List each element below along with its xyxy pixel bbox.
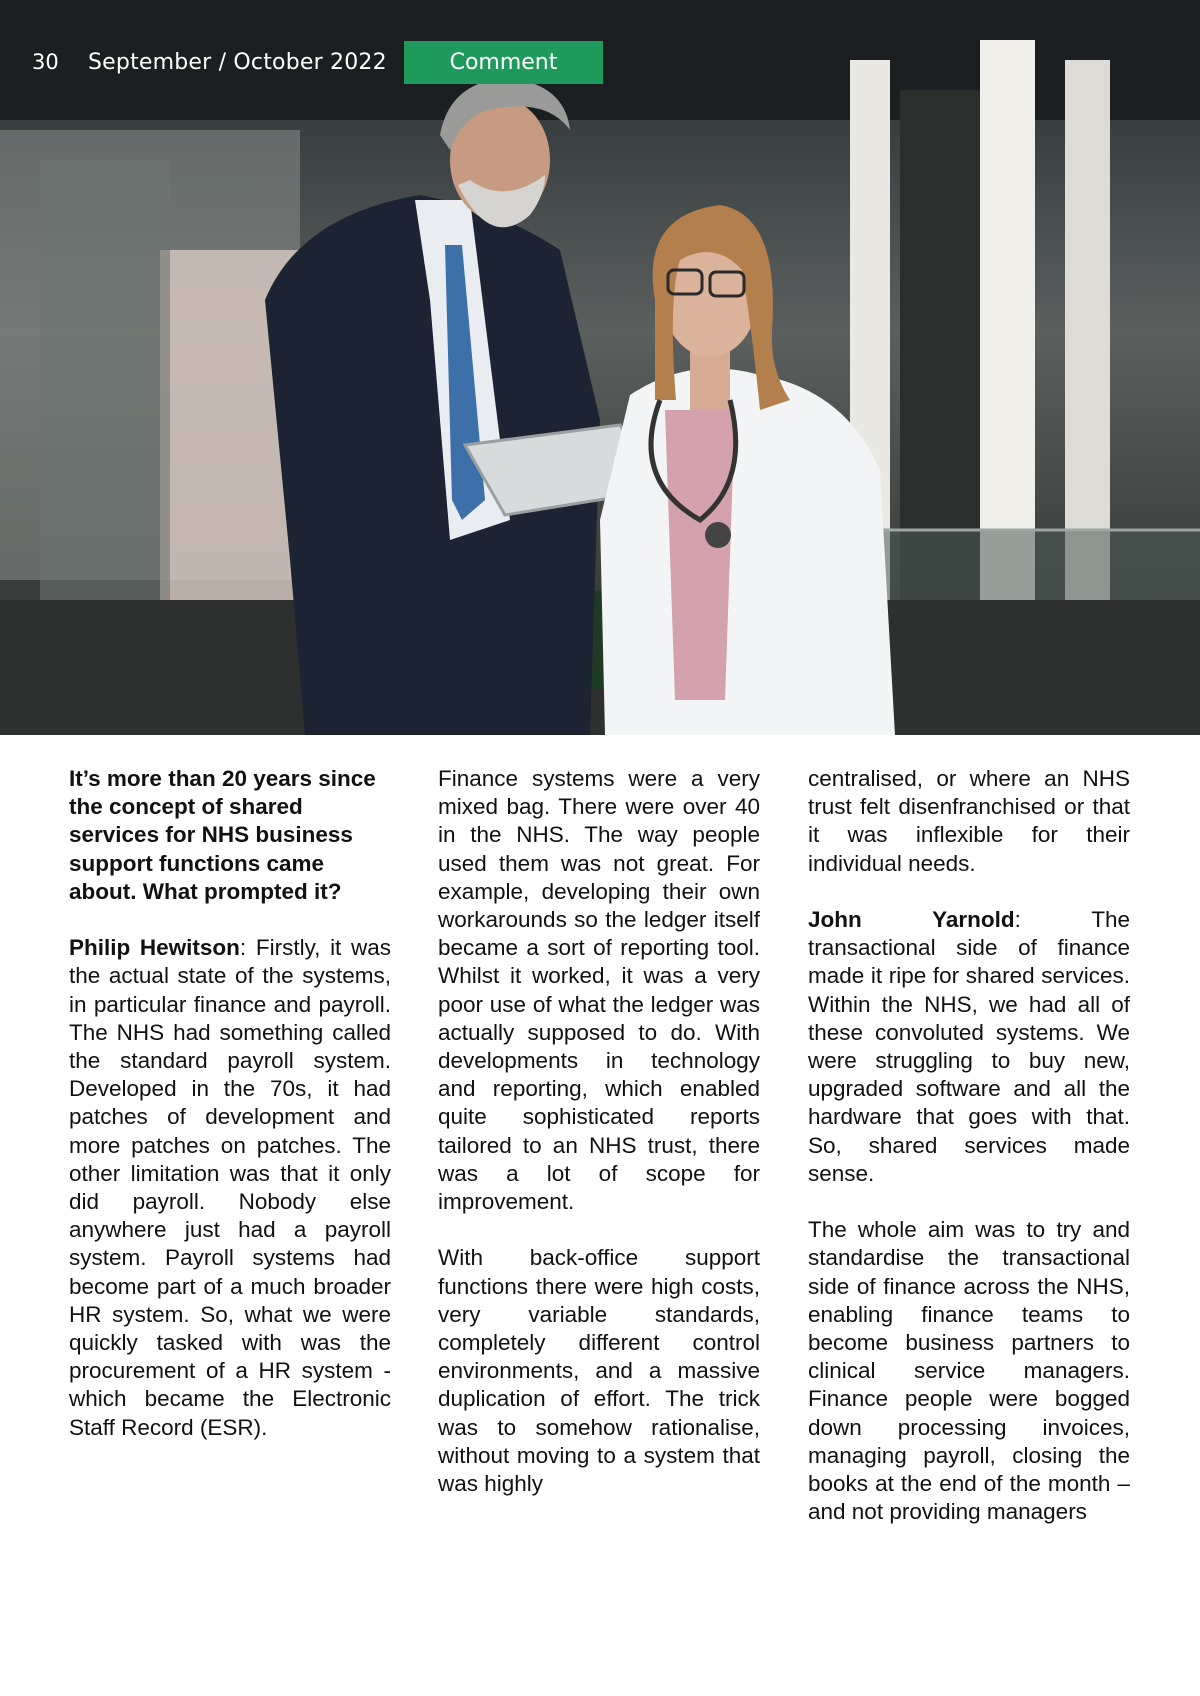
body-paragraph: centralised, or where an NHS trust felt disenfranchised or that it was inflexible for their individual needs. — [808, 766, 1130, 876]
issue-date: September / October 2022 — [88, 50, 387, 75]
page-number: 30 — [32, 50, 59, 74]
answer-paragraph — [69, 934, 391, 1442]
speaker-name: John Yarnold — [808, 907, 1015, 932]
doctors-photo-illustration — [0, 0, 1200, 735]
answer-text: : The transactional side of finance made it ripe for shared services. Within the NHS, we had all of these convoluted systems. We were struggling to buy new, upgraded software and all the hardware that goes with that. So, shared services made sense. — [808, 907, 1130, 1186]
speaker-name: Philip Hewitson — [69, 935, 240, 961]
body-paragraph: The whole aim was to try and standardise the transactional side of finance across the NHS, enabling finance teams to become business partners to clinical service managers. Finance people were bogged down processing invoices, managing payroll, closing the books at the end of the month – and not providing managers — [808, 1217, 1130, 1525]
body-paragraph: Finance systems were a very mixed bag. There were over 40 in the NHS. The way people used them was not great. For example, developing their own workarounds so the ledger itself became a sort of reporting tool. Whilst it worked, it was a very poor use of what the ledger was actually supposed to do. With developments in technology and reporting, which enabled quite sophisticated reports tailored to an NHS trust, there was a lot of scope for improvement. — [438, 766, 760, 1215]
interview-question: It’s more than 20 years since the concept of shared services for NHS business support functions came about. What prompted it? — [69, 766, 376, 904]
section-tag-comment: Comment — [404, 41, 603, 84]
answer-text: : Firstly, it was the actual state of the systems, in particular finance and payroll. The NHS had something called the standard payroll system. Developed in the 70s, it had patches of development and more patches on patches. The other limitation was that it only did payroll. Nobody else anywhere just had a payroll system. Payroll systems had become part of a much broader HR system. So, what we were quickly tasked with was the procurement of a HR system - which became the Electronic Staff Record (ESR). — [69, 935, 391, 1440]
article-column-3 — [808, 765, 1130, 1555]
article-column-1 — [69, 765, 391, 1470]
article-column-2 — [438, 765, 760, 1526]
hero-photo — [0, 0, 1200, 735]
body-paragraph: With back-office support functions there were high costs, very variable standards, completely different control environments, and a massive duplication of effort. The trick was to somehow rationalise, without moving to a system that was highly — [438, 1245, 760, 1497]
answer-paragraph — [808, 906, 1130, 1188]
